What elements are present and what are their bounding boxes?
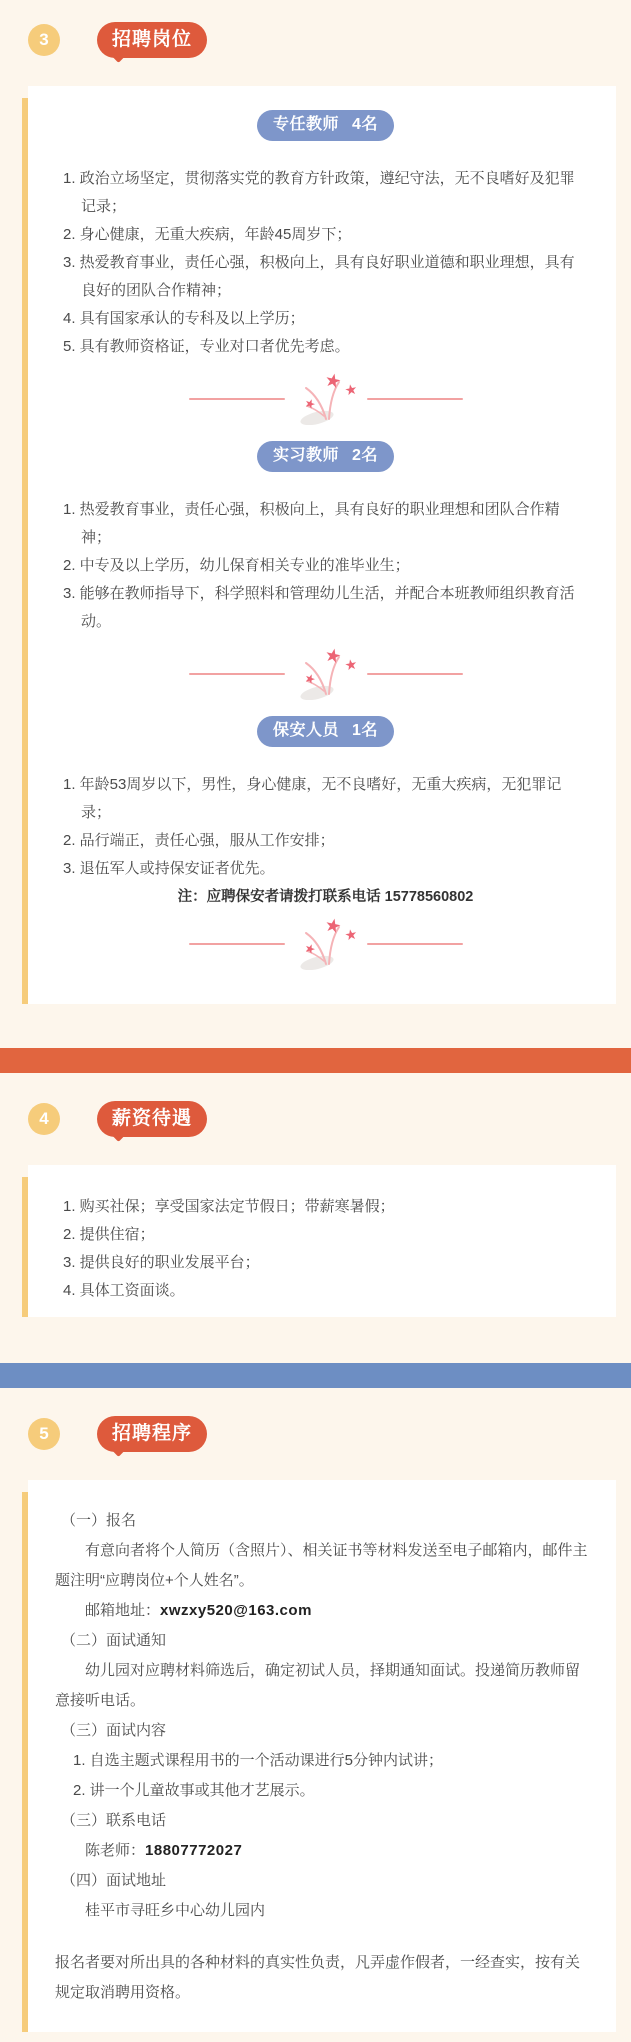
phone-number: 18807772027	[145, 1842, 243, 1859]
job-group-security-guard	[63, 716, 588, 970]
benefit-item: 4. 具体工资面谈。	[63, 1282, 185, 1299]
firework-icon	[289, 918, 363, 970]
signup-description: 有意向者将个人简历（含照片）、相关证书等材料发送至电子邮箱内，邮件主题注明“应聘岗位+个人姓名”。	[55, 1542, 588, 1589]
section4-title-pill	[97, 1101, 207, 1137]
step-heading-interview-notice: （二）面试通知	[61, 1632, 167, 1649]
job-title-pill	[257, 110, 394, 141]
email-line	[55, 1596, 588, 1626]
requirement-item: 4. 具有国家承认的专科及以上学历；	[63, 310, 305, 327]
step-heading-interview-content: （三）面试内容	[61, 1722, 167, 1739]
job-title-pill	[257, 716, 394, 747]
benefit-item: 2. 提供住宿；	[63, 1226, 155, 1243]
divider-line	[189, 673, 285, 675]
interview-content-item: 2. 讲一个儿童故事或其他才艺展示。	[73, 1782, 315, 1799]
requirement-list	[63, 165, 588, 361]
phone-label: 陈老师：	[85, 1842, 146, 1859]
section5-header	[28, 1416, 631, 1452]
job-title: 保安人员	[273, 722, 340, 739]
section4-card-body	[28, 1165, 616, 1317]
requirement-item: 1. 政治立场坚定，贯彻落实党的教育方针政策，遵纪守法，无不良嗜好及犯罪记录；	[63, 170, 575, 215]
section5-number-badge: 5	[28, 1418, 60, 1450]
section5-title-pill	[97, 1416, 207, 1452]
job-count: 2名	[352, 447, 378, 464]
benefit-list	[63, 1193, 591, 1305]
email-address: xwzxy520@163.com	[160, 1602, 312, 1619]
section3-card	[22, 86, 616, 1004]
divider-line	[189, 398, 285, 400]
requirement-item: 1. 热爱教育事业，责任心强，积极向上，具有良好的职业理想和团队合作精神；	[63, 501, 560, 546]
job-group-intern-teacher	[63, 441, 588, 700]
requirement-list	[63, 496, 588, 636]
divider-line	[367, 673, 463, 675]
section4-card	[22, 1165, 616, 1317]
requirement-item: 3. 退伍军人或持保安证者优先。	[63, 860, 275, 877]
divider-line	[189, 943, 285, 945]
blue-separator-band	[0, 1363, 631, 1388]
section3-card-body	[28, 86, 616, 1004]
job-title: 实习教师	[273, 447, 340, 464]
section5-card-body	[28, 1480, 616, 2032]
step-heading-contact-phone: （三）联系电话	[61, 1812, 167, 1829]
firework-divider	[63, 918, 588, 970]
job-count: 4名	[352, 116, 378, 133]
section3-header	[28, 22, 631, 58]
job-title: 专任教师	[273, 116, 340, 133]
job-count: 1名	[352, 722, 378, 739]
requirement-item: 3. 热爱教育事业，责任心强，积极向上，具有良好职业道德和职业理想，具有良好的团队合作精神；	[63, 254, 575, 299]
job-group-fulltime-teacher	[63, 110, 588, 425]
section3-title-pill	[97, 22, 207, 58]
security-contact-note: 注：应聘保安者请拨打联系电话 15778560802	[177, 889, 474, 905]
benefit-item: 3. 提供良好的职业发展平台；	[63, 1254, 260, 1271]
section4-number-badge: 4	[28, 1103, 60, 1135]
authenticity-disclaimer: 报名者要对所出具的各种材料的真实性负责，凡弄虚作假者，一经查实，按有关规定取消聘用资格。	[55, 1954, 581, 2001]
firework-divider	[63, 648, 588, 700]
firework-icon	[289, 648, 363, 700]
section5-card	[22, 1480, 616, 2032]
section4-title: 薪资待遇	[112, 1108, 193, 1129]
interview-notice-description: 幼儿园对应聘材料筛选后，确定初试人员，择期通知面试。投递简历教师留意接听电话。	[55, 1662, 581, 1709]
requirement-item: 5. 具有教师资格证，专业对口者优先考虑。	[63, 338, 350, 355]
interview-address: 桂平市寻旺乡中心幼儿园内	[85, 1902, 266, 1919]
step-heading-signup: （一）报名	[61, 1512, 137, 1529]
step-heading-interview-address: （四）面试地址	[61, 1872, 167, 1889]
divider-line	[367, 398, 463, 400]
orange-separator-band	[0, 1048, 631, 1073]
section5-title: 招聘程序	[112, 1423, 193, 1444]
section3-number-badge: 3	[28, 24, 60, 56]
requirement-item: 3. 能够在教师指导下，科学照料和管理幼儿生活，并配合本班教师组织教育活动。	[63, 585, 575, 630]
firework-icon	[289, 373, 363, 425]
requirement-item: 1. 年龄53周岁以下，男性，身心健康，无不良嗜好，无重大疾病，无犯罪记录；	[63, 776, 562, 821]
section4-header	[28, 1101, 631, 1137]
section3-title: 招聘岗位	[112, 29, 193, 50]
requirement-item: 2. 身心健康，无重大疾病，年龄45周岁下；	[63, 226, 352, 243]
requirement-item: 2. 品行端正，责任心强，服从工作安排；	[63, 832, 335, 849]
email-label: 邮箱地址：	[85, 1602, 161, 1619]
requirement-list	[63, 771, 588, 883]
interview-content-item: 1. 自选主题式课程用书的一个活动课进行5分钟内试讲；	[73, 1752, 444, 1769]
benefit-item: 1. 购买社保；享受国家法定节假日；带薪寒暑假；	[63, 1198, 395, 1215]
firework-divider	[63, 373, 588, 425]
job-title-pill	[257, 441, 394, 472]
requirement-item: 2. 中专及以上学历，幼儿保育相关专业的准毕业生；	[63, 557, 410, 574]
phone-line	[55, 1836, 588, 1866]
divider-line	[367, 943, 463, 945]
